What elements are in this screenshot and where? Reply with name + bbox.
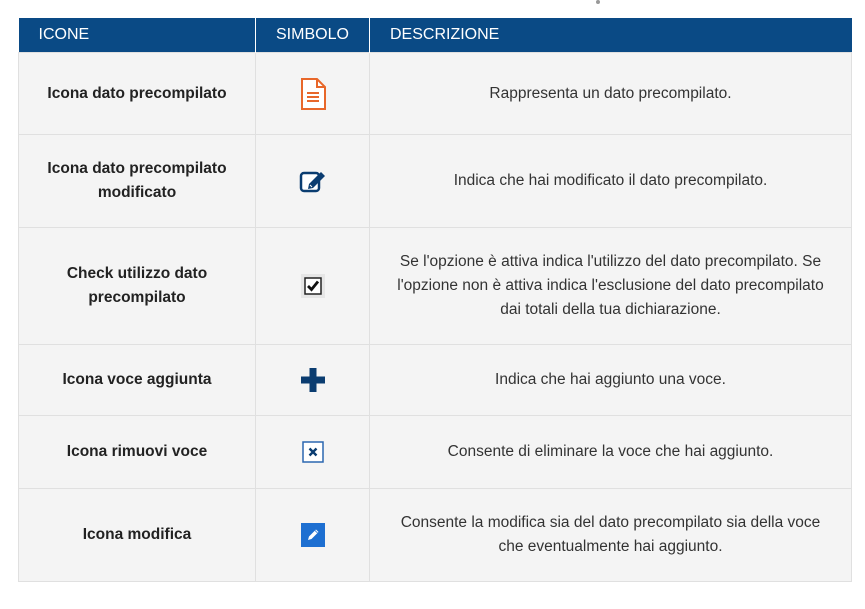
row-name: Icona dato precompilato (19, 53, 256, 135)
row-description: Rappresenta un dato precompilato. (370, 53, 852, 135)
row-description: Indica che hai modificato il dato precompilato. (370, 135, 852, 228)
header-icons: ICONE (19, 18, 256, 53)
row-symbol (256, 345, 370, 416)
table-row (19, 345, 852, 416)
row-symbol (256, 135, 370, 228)
row-description: Se l'opzione è attiva indica l'utilizzo del dato precompilato. Se l'opzione non è attiva indica l'esclusione del dato precompilato dai totali della tua dichiarazione. (370, 228, 852, 345)
row-name: Icona rimuovi voce (19, 416, 256, 489)
row-name: Icona dato precompilato modificato (19, 135, 256, 228)
table-row (19, 53, 852, 135)
table-row (19, 416, 852, 489)
row-name: Check utilizzo dato precompilato (19, 228, 256, 345)
document-icon (300, 78, 326, 110)
table-row (19, 228, 852, 345)
row-symbol (256, 53, 370, 135)
checkbox-icon (301, 274, 325, 298)
row-description: Consente di eliminare la voce che hai aggiunto. (370, 416, 852, 489)
row-name: Icona modifica (19, 489, 256, 582)
pencil-icon (301, 523, 325, 547)
table-row (19, 135, 852, 228)
edit-icon (299, 169, 327, 193)
remove-icon (302, 441, 324, 463)
header-symbol: SIMBOLO (256, 18, 370, 53)
table-header-row (19, 18, 852, 53)
row-symbol (256, 228, 370, 345)
row-description: Consente la modifica sia del dato precompilato sia della voce che eventualmente hai aggiunto. (370, 489, 852, 582)
row-description: Indica che hai aggiunto una voce. (370, 345, 852, 416)
plus-icon (300, 367, 326, 393)
header-description: DESCRIZIONE (370, 18, 852, 53)
top-edge-marker (596, 0, 600, 4)
row-symbol (256, 416, 370, 489)
row-symbol (256, 489, 370, 582)
table-row (19, 489, 852, 582)
row-name: Icona voce aggiunta (19, 345, 256, 416)
icons-legend-table (18, 18, 852, 582)
